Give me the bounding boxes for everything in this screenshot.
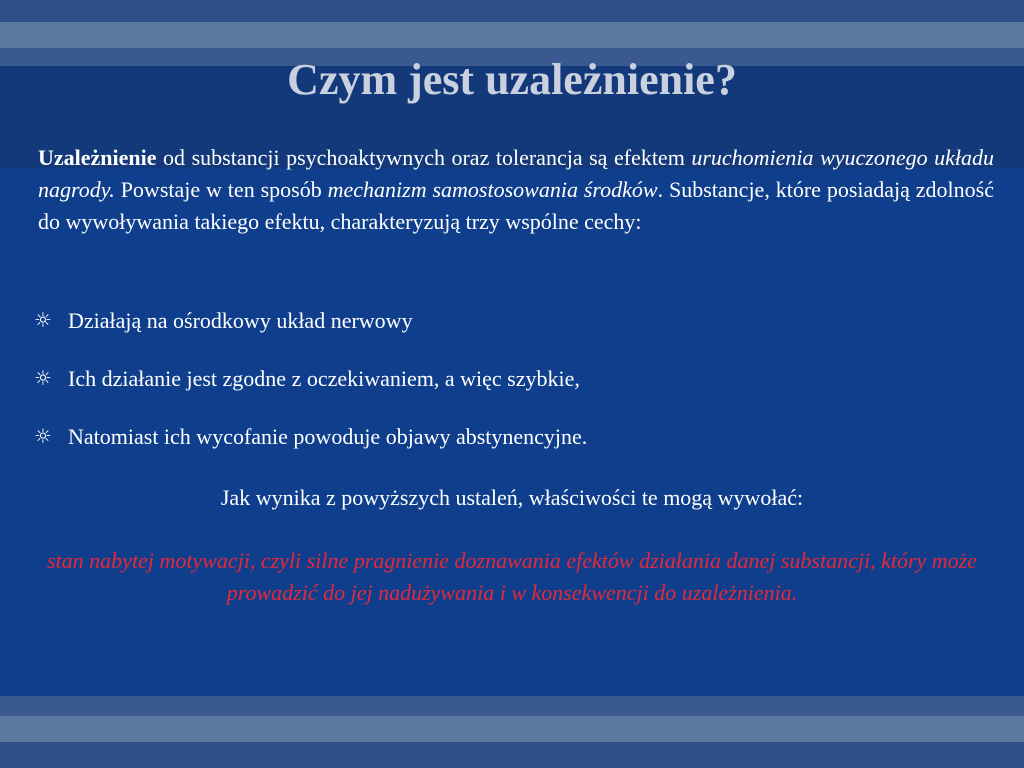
intro-text: od substancji psychoaktywnych oraz tolerancja są efektem — [156, 145, 692, 170]
intro-emphasis: uruchomienia wyuczonego układu nagrody. — [38, 145, 995, 202]
intro-text: Powstaje w ten sposób — [114, 177, 328, 202]
header-stripe — [0, 22, 1024, 48]
sun-icon: ☼ — [34, 366, 52, 390]
intro-paragraph — [38, 142, 994, 238]
list-item — [32, 419, 992, 454]
highlight-text: stan nabytej motywacji, czyli silne pragnienie doznawania efektów działania danej substancji, który może prowadzić do jej nadużywania i w konsekwencji do uzależnienia. — [47, 548, 977, 605]
intro-term: Uzależnienie — [38, 145, 157, 170]
sun-icon: ☼ — [34, 424, 52, 448]
intro-text: . Substancje, które posiadają zdolność do wywoływania takiego efektu, charakteryzują trzy wspólne cechy: — [38, 177, 994, 234]
header-stripe — [0, 0, 1024, 22]
feature-list — [32, 303, 992, 477]
footer-stripe — [0, 742, 1024, 768]
conclusion-text: Jak wynika z powyższych ustaleń, właściwości te mogą wywołać: — [220, 485, 804, 510]
list-item-text: Działają na ośrodkowy układ nerwowy — [68, 308, 413, 333]
footer-stripe — [0, 696, 1024, 716]
list-item-text: Ich działanie jest zgodne z oczekiwaniem, a więc szybkie, — [68, 366, 580, 391]
list-item — [32, 303, 992, 338]
footer-stripe — [0, 716, 1024, 742]
intro-emphasis: mechanizm samostosowania środków — [327, 177, 658, 202]
list-item-text: Natomiast ich wycofanie powoduje objawy abstynencyjne. — [68, 424, 588, 449]
list-item — [32, 361, 992, 396]
slide-title: Czym jest uzależnienie? — [287, 55, 737, 104]
sun-icon: ☼ — [34, 308, 52, 332]
